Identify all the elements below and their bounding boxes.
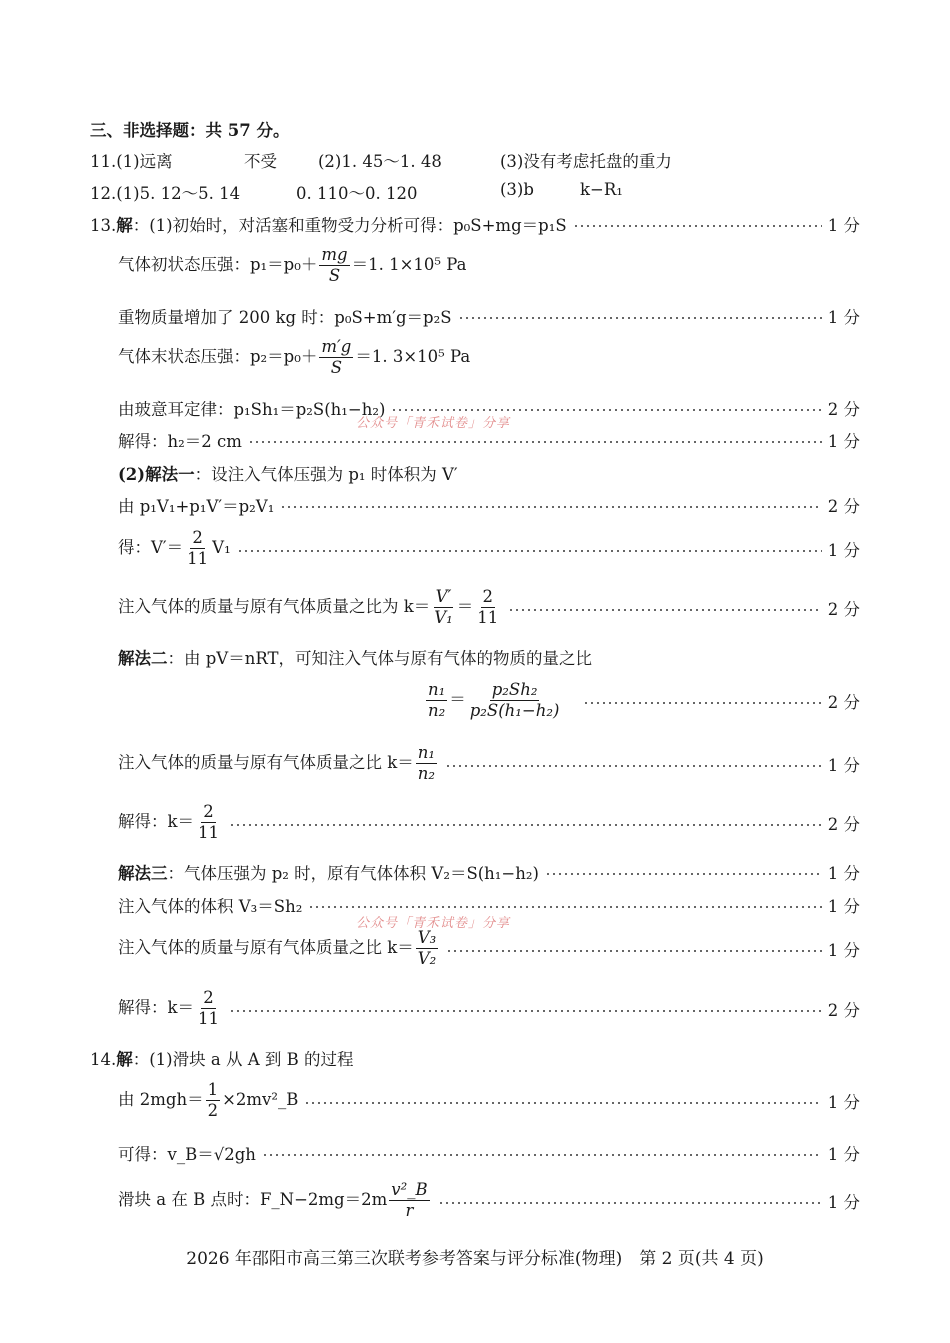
leader-dots [229,1010,822,1012]
q13-l8-text: 由 p₁V₁+p₁V′＝p₂V₁ [118,497,275,516]
q13-l10-text: 注入气体的质量与原有气体质量之比为 k＝ [118,597,431,616]
method-three-label: 解法三 [118,864,168,883]
q13-jie-label: 解 [116,216,133,235]
leader-dots [508,609,821,611]
method-two-line [118,645,860,669]
method-two-equation: $\frac{\text{n₁}}{\text{n₂}}$ ＝ $\frac{\text{p₂Sh₂}}{\text{p₂S(h₁−h₂)}}$ 2 分 [428,680,860,720]
method-two-line-3 [118,802,860,843]
watermark: 公众号「青禾试卷」分享 [356,916,511,931]
q13-m2-l3-text: 解得：k＝ [118,812,194,831]
fraction: $\frac{2}{11}$ [187,528,209,568]
score: 2 分 [827,1000,860,1020]
q12-number: 12. [90,184,117,203]
q14-number: 14. [90,1050,117,1069]
q14-l3-text: 可得：v_B＝√2gh [118,1145,256,1164]
method-three-line-4 [118,988,860,1029]
score: 1 分 [827,432,860,451]
q13-m3-l2-text: 注入气体的体积 V₃＝Sh₂ [118,897,303,916]
leader-dots [583,702,821,704]
fraction: $\frac{\text{n₁}}{\text{n₂}}$ [417,743,435,783]
score: 2 分 [827,400,860,419]
q13-line-2 [118,245,860,286]
q14-l2-text: 由 2mgh＝ [118,1090,204,1109]
q11-part3: (2)1. 45～1. 48 [318,152,442,171]
q11-line [90,148,173,172]
leader-dots [262,1154,822,1156]
q13-l3-text: 重物质量增加了 200 kg 时：p₀S+m′g＝p₂S [118,308,452,327]
q12-part1: (1)5. 12～5. 14 [116,184,241,203]
q13-line-7 [118,461,860,485]
fraction: $\frac{mg}{S}$ [321,245,348,285]
score: 1 分 [827,540,860,560]
q14-line-3 [118,1141,860,1165]
score: 2 分 [827,497,860,516]
q13-line-1 [90,212,860,236]
q13-line-10: 注入气体的质量与原有气体质量之比为 k＝ $\frac{V'}{\text{V₁}}$ ＝ $\frac{2}{11}$ 2 分 [118,587,860,627]
leader-dots [248,441,822,443]
q13-m2-l2-text: 注入气体的质量与原有气体质量之比 k＝ [118,753,414,772]
q13-number: 13. [90,216,117,235]
q13-l1-text: ：(1)初始时，对活塞和重物受力分析可得：p₀S+mg＝p₁S [132,216,567,235]
q13-line-6 [118,428,860,452]
method-three-line-3 [118,928,860,969]
q11-part4: (3)没有考虑托盘的重力 [500,152,672,171]
q12-part4: k−R₁ [580,180,623,199]
q13-m2-text: ：由 pV＝nRT，可知注入气体与原有气体的物质的量之比 [167,649,592,668]
q13-m3-l3-text: 注入气体的质量与原有气体质量之比 k＝ [118,938,414,957]
leader-dots [445,765,822,767]
q13-l5-text: 由玻意耳定律：p₁Sh₁＝p₂S(h₁−h₂) [118,400,386,419]
fraction: $\frac{\text{v²\_B}}{r}$ [391,1180,428,1220]
q13-line-8 [118,493,860,517]
leader-dots [545,873,822,875]
q14-jie-label: 解 [116,1050,133,1069]
page-footer: 2026 年邵阳市高三第三次联考参考答案与评分标准(物理) 第 2 页(共 4 页) [186,1249,764,1269]
score: 1 分 [827,940,860,960]
fraction: $\frac{\text{p₂Sh₂}}{\text{p₂S(h₁−h₂)}}$ [469,680,560,720]
q13-line-9 [118,528,860,569]
q14-line-4 [118,1180,860,1221]
q11-number: 11. [90,152,117,171]
q13-line-4 [118,337,860,378]
q12-part3: (3)b [500,180,534,199]
leader-dots [391,409,821,411]
score: 1 分 [827,1192,860,1212]
q13-l9-tail: V₁ [212,538,231,557]
q13-l4-tail: ＝1. 3×10⁵ Pa [355,347,471,366]
fraction: $\frac{\text{V₃}}{\text{V₂}}$ [417,928,437,968]
q13-m3-l4-text: 解得：k＝ [118,998,194,1017]
q14-l4-text: 滑块 a 在 B 点时：F_N−2mg＝2m [118,1190,388,1209]
q12-line [90,180,240,204]
score: 1 分 [827,216,860,235]
score: 1 分 [827,308,860,327]
leader-dots [573,225,822,227]
q13-l6-text: 解得：h₂＝2 cm [118,432,242,451]
score: 1 分 [827,755,860,775]
method-three-line [118,860,860,884]
leader-dots [446,950,821,952]
method-one-label: (2)解法一 [118,465,195,484]
leader-dots [304,1102,821,1104]
watermark: 公众号「青禾试卷」分享 [356,416,511,431]
leader-dots [438,1202,822,1204]
q14-line-2 [118,1080,860,1121]
q11-part1: (1)远离 [116,152,173,171]
q13-m3-text: ：气体压强为 p₂ 时，原有气体体积 V₂＝S(h₁−h₂) [167,864,539,883]
fraction: $\frac{2}{11}$ [477,587,499,627]
fraction: $\frac{2}{11}$ [198,988,219,1028]
q13-l9-text: 得：V′＝ [118,538,184,557]
q14-line-1 [90,1046,860,1070]
q14-l2-tail: ×2mv²_B [222,1090,299,1109]
score: 2 分 [827,814,860,834]
score: 2 分 [827,599,860,619]
leader-dots [280,506,821,508]
leader-dots [229,824,822,826]
method-two-line-2 [118,743,860,784]
fraction: $\frac{1}{2}$ [207,1080,219,1120]
q12-part2: 0. 110～0. 120 [296,184,418,203]
q13-l4-text: 气体末状态压强：p₂＝p₀＋ [118,347,318,366]
q14-l1-text: ：(1)滑块 a 从 A 到 B 的过程 [132,1050,354,1069]
score: 2 分 [827,692,860,712]
fraction: $\frac{m'g}{S}$ [321,337,352,377]
q13-l2-text: 气体初状态压强：p₁＝p₀＋ [118,255,318,274]
leader-dots [458,317,822,319]
leader-dots [237,550,822,552]
section-title: 三、非选择题：共 57 分。 [90,121,290,140]
score: 1 分 [827,1092,860,1112]
score: 1 分 [827,1145,860,1164]
q13-l2-tail: ＝1. 1×10⁵ Pa [351,255,467,274]
q13-line-3 [118,304,860,328]
method-two-label: 解法二 [118,649,168,668]
fraction: $\frac{2}{11}$ [198,802,219,842]
leader-dots [308,906,821,908]
fraction: $\frac{V'}{\text{V₁}}$ [434,587,453,627]
q13-l7-text: ：设注入气体压强为 p₁ 时体积为 V′ [194,465,458,484]
q11-part2: 不受 [244,152,277,171]
score: 1 分 [827,864,860,883]
score: 1 分 [827,897,860,916]
fraction: $\frac{\text{n₁}}{\text{n₂}}$ [428,680,446,720]
